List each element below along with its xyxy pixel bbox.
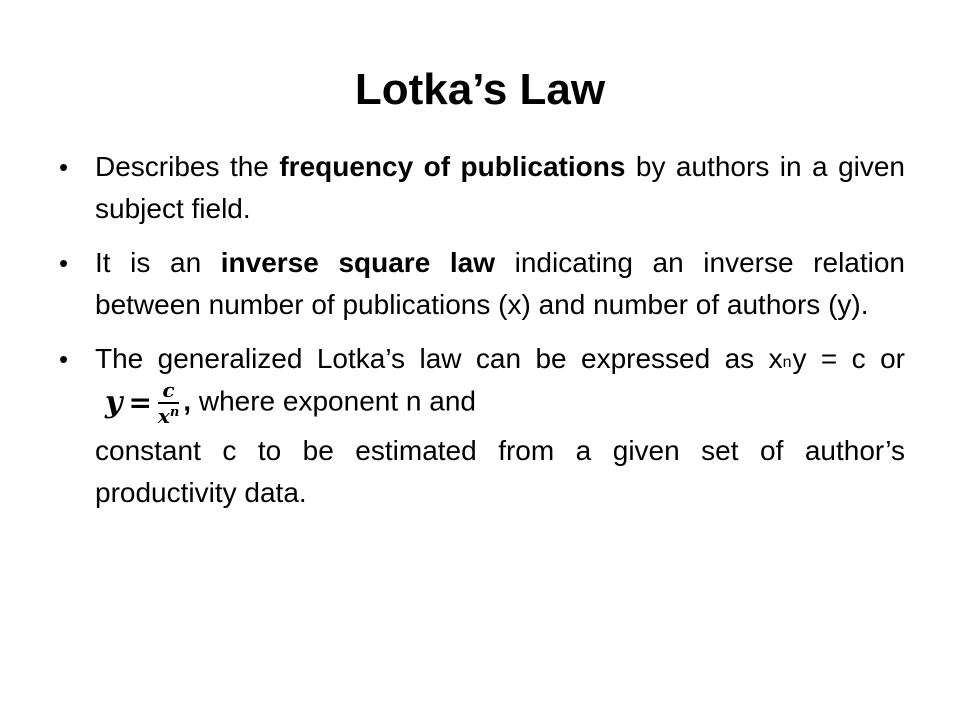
- bullet-text: constant c to be estimated from a given set of author’s productivity data.: [95, 435, 905, 508]
- bullet-marker: •: [59, 152, 69, 182]
- bullet-text: It is an: [95, 247, 221, 278]
- bullet-text: Describes the: [95, 151, 280, 182]
- bullet-text: indicating an inverse relation between number of publications (x) and number of authors (y).: [95, 247, 906, 320]
- bullet-text: y = c or: [792, 343, 905, 374]
- equation-fraction: [158, 380, 179, 426]
- exponent: n: [782, 354, 792, 371]
- equation: [105, 380, 179, 426]
- bullet-item-1: [55, 146, 905, 230]
- bullet-marker: •: [59, 344, 69, 374]
- fraction-numerator: c: [158, 380, 179, 404]
- bullet-item-2: [55, 242, 905, 326]
- fraction-denominator: [158, 404, 179, 426]
- equation-comma: ,: [183, 385, 192, 417]
- denominator-base: x: [157, 404, 170, 428]
- bullet-text: where exponent n and: [191, 385, 476, 417]
- bullet-emphasis: inverse square law: [220, 247, 496, 278]
- bullet-marker: •: [59, 248, 69, 278]
- bullet-list: [55, 146, 905, 526]
- equation-lhs: y: [105, 385, 123, 420]
- equation-equals: =: [128, 386, 152, 419]
- bullet-item-3: [55, 338, 905, 514]
- bullet-emphasis: frequency of publications: [279, 151, 626, 182]
- denominator-exponent: n: [169, 405, 180, 420]
- slide-title: Lotka’s Law: [354, 65, 606, 114]
- bullet-text: The generalized Lotka’s law can be expressed as x: [95, 343, 783, 374]
- bullet-text: by authors in a given subject field.: [95, 151, 906, 224]
